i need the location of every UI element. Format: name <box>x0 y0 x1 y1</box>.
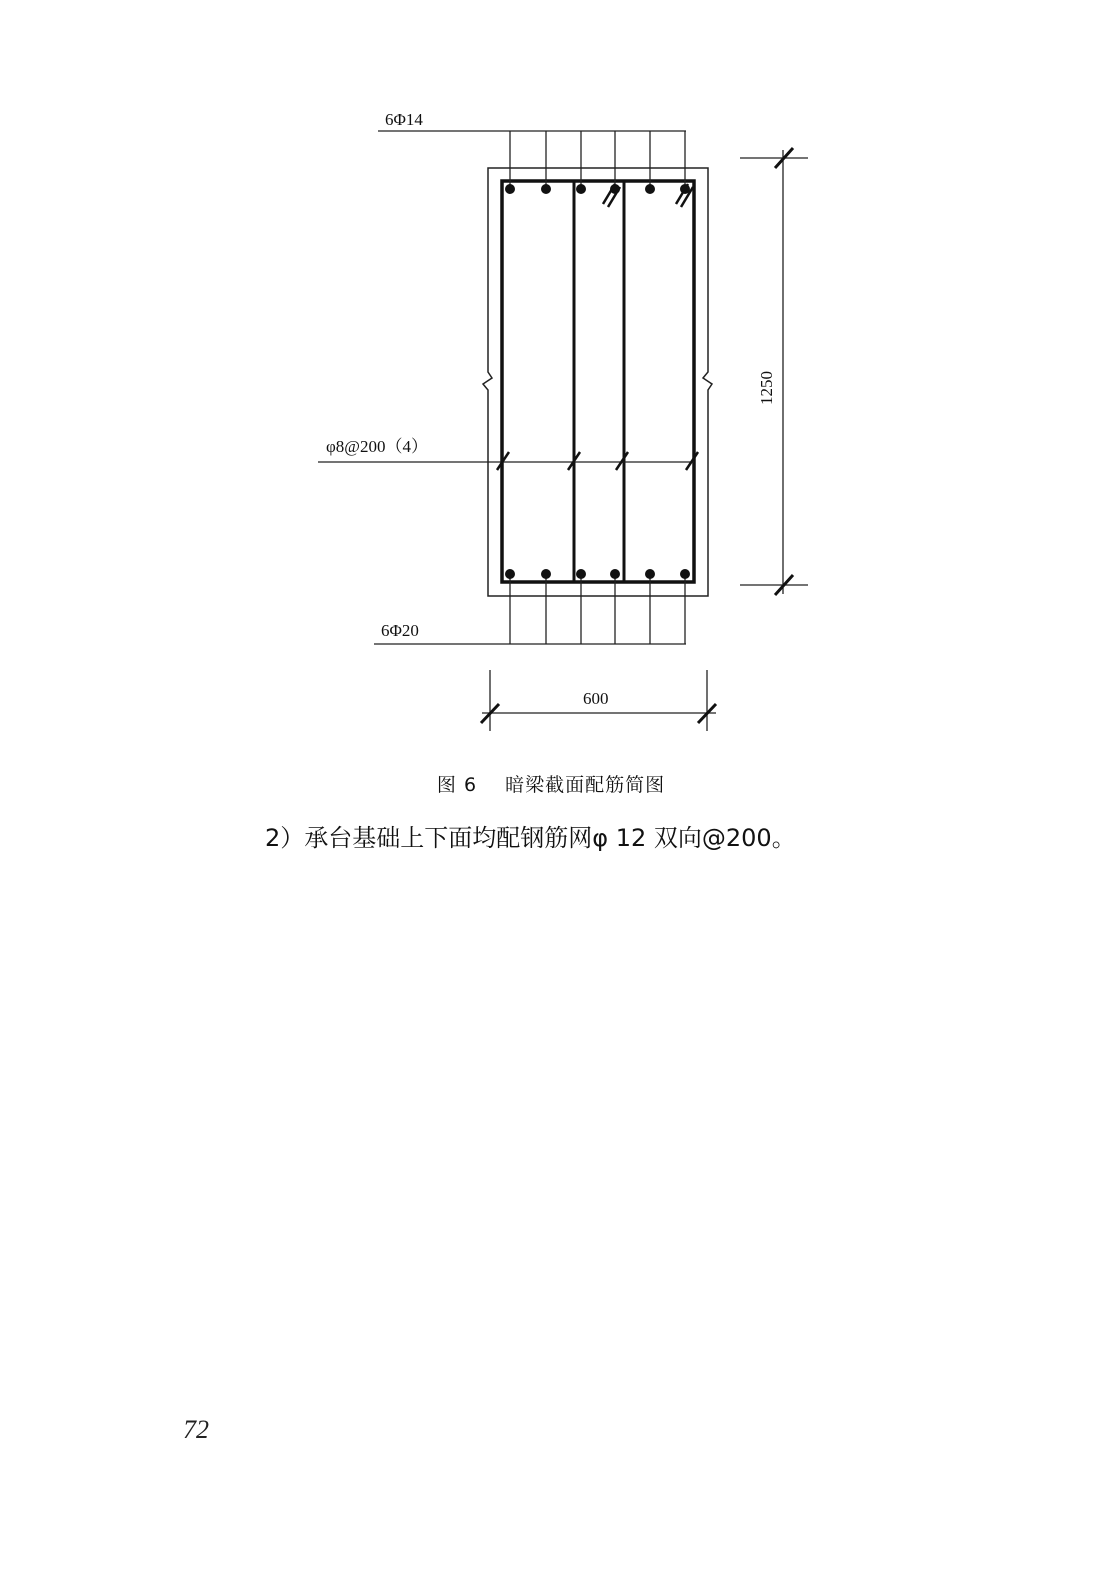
top-bar <box>680 184 690 194</box>
bottom-bar <box>610 569 620 579</box>
top-bar <box>610 184 620 194</box>
top-bar <box>505 184 515 194</box>
bottom-bar <box>645 569 655 579</box>
figure-caption <box>0 770 1102 797</box>
width-dimension-label: 600 <box>583 689 609 708</box>
bottom-bar <box>576 569 586 579</box>
figure-title: 暗梁截面配筋简图 <box>505 774 666 796</box>
top-bar-leader-lines <box>510 131 685 185</box>
stirrup-leader-ticks <box>497 452 698 470</box>
bottom-bar <box>505 569 515 579</box>
bottom-bar <box>680 569 690 579</box>
height-dimension-label: 1250 <box>757 371 776 405</box>
outer-stirrup <box>502 181 694 582</box>
top-bar <box>541 184 551 194</box>
page-number: 72 <box>183 1415 209 1444</box>
stirrup-label: φ8@200（4） <box>326 437 428 456</box>
top-longitudinal-bars <box>505 184 690 194</box>
top-bars-label: 6Φ14 <box>385 110 423 129</box>
figure-number: 图 6 <box>436 774 478 796</box>
top-bar <box>576 184 586 194</box>
bottom-bars-label: 6Φ20 <box>381 621 419 640</box>
top-bar <box>645 184 655 194</box>
bottom-longitudinal-bars <box>505 569 690 579</box>
bottom-bar-leader-lines <box>510 578 685 644</box>
beam-section-diagram <box>0 0 1102 760</box>
body-paragraph: 2）承台基础上下面均配钢筋网φ 12 双向@200。 <box>265 824 796 852</box>
height-dimension-ticks <box>775 148 793 595</box>
bottom-bar <box>541 569 551 579</box>
concrete-outline <box>483 168 712 596</box>
